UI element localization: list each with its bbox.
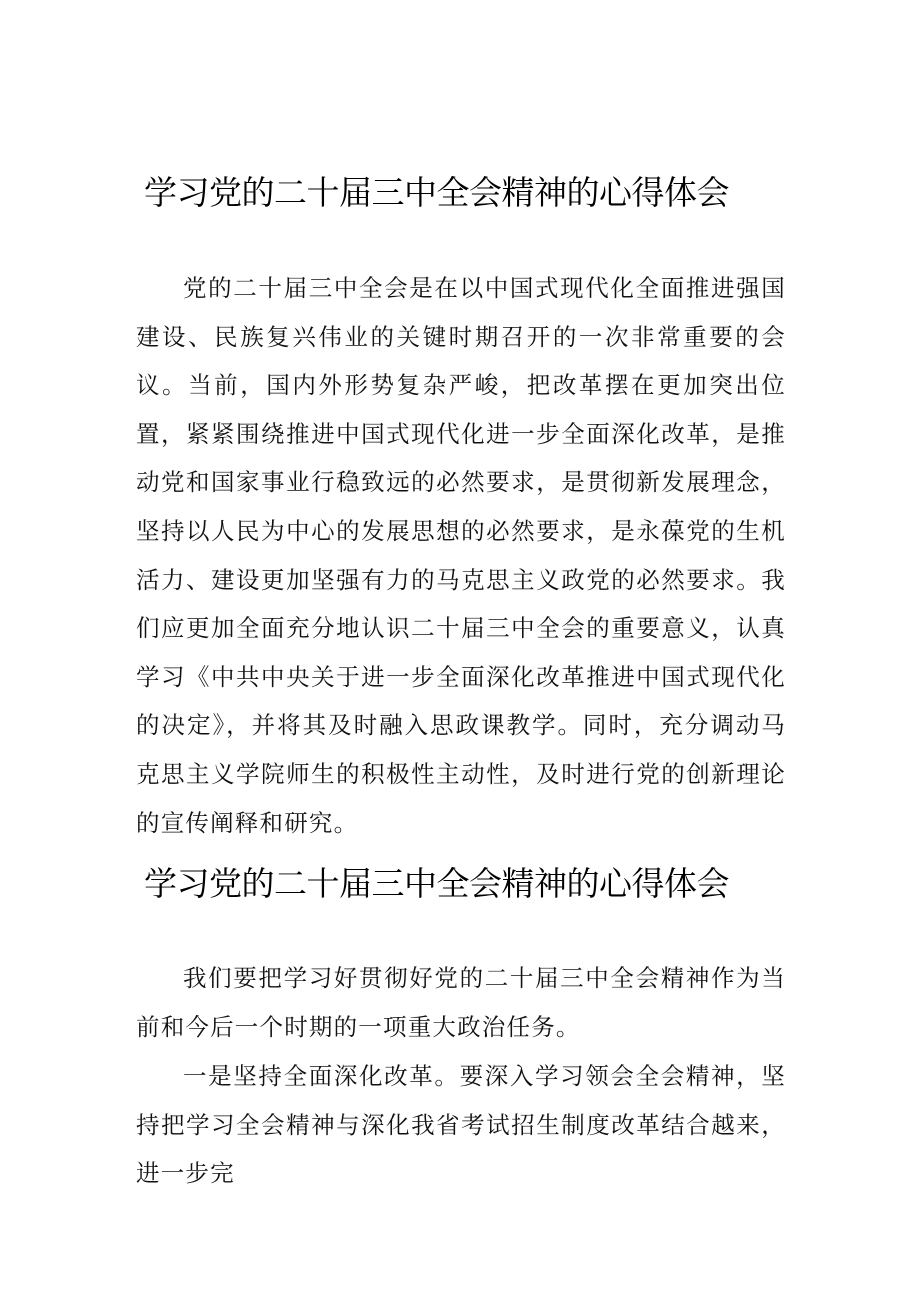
section-title-2: 学习党的二十届三中全会精神的心得体会 xyxy=(144,864,729,903)
section-title-1: 学习党的二十届三中全会精神的心得体会 xyxy=(144,173,729,212)
section-1-paragraph-1: 党的二十届三中全会是在以中国式现代化全面推进强国建设、民族复兴伟业的关键时期召开的一次非常重要的会议。当前，国内外形势复杂严峻，把改革摆在更加突出位置，紧紧围绕推进中国式现代化进一步全面深化改革，是推动党和国家事业行稳致远的必然要求，是贯彻新发展理念，坚持以人民为中心的发展思想的必然要求，是永葆党的生机活力、建设更加坚强有力的马克思主义政党的必然要求。我们应更加全面充分地认识二十届三中全会的重要意义，认真学习《中共中央关于进一步全面深化改革推进中国式现代化的决定》，并将其及时融入思政课教学。同时，充分调动马克思主义学院师生的积极性主动性，及时进行党的创新理论的宣传阐释和研究。 xyxy=(136,274,786,837)
section-2-paragraph-1: 我们要把学习好贯彻好党的二十届三中全会精神作为当前和今后一个时期的一项重大政治任务。 xyxy=(136,964,786,1041)
section-2-paragraph-2: 一是坚持全面深化改革。要深入学习领会全会精神，坚持把学习全会精神与深化我省考试招生制度改革结合越来，进一步完 xyxy=(136,1062,786,1188)
